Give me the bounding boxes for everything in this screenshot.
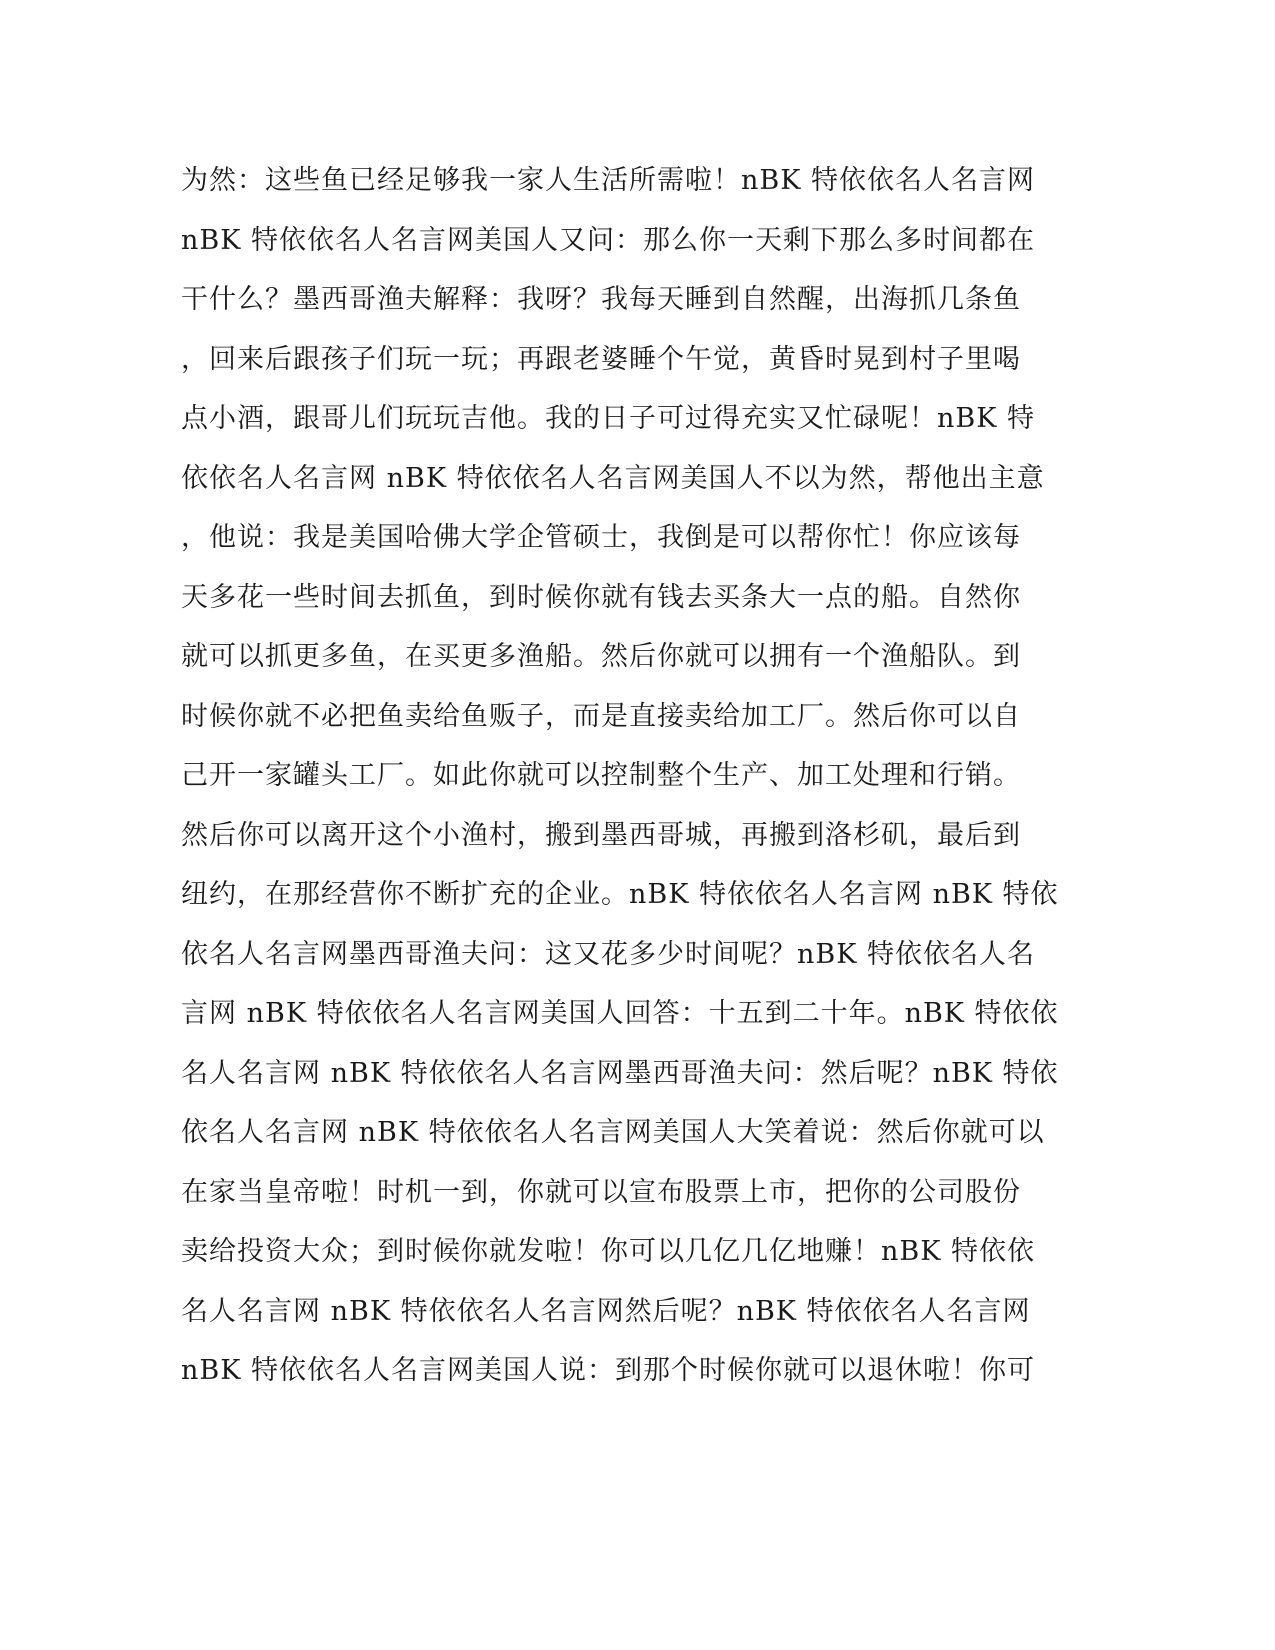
body-text xyxy=(181,161,1059,1411)
text-line: 依名人名言网 nBK 特依依名人名言网美国人大笑着说：然后你就可以 xyxy=(181,1117,1045,1148)
text-line: 言网 nBK 特依依名人名言网美国人回答：十五到二十年。nBK 特依依 xyxy=(181,998,1059,1029)
text-line: 为然：这些鱼已经足够我一家人生活所需啦！nBK 特依依名人名言网 xyxy=(181,165,1035,196)
text-line: nBK 特依依名人名言网美国人又问：那么你一天剩下那么多时间都在 xyxy=(181,224,1035,256)
text-line: 依名人名言网墨西哥渔夫问：这又花多少时间呢？nBK 特依依名人名 xyxy=(181,938,1035,970)
text-line: 依依名人名言网 nBK 特依依名人名言网美国人不以为然，帮他出主意 xyxy=(181,462,1045,494)
text-line: 己开一家罐头工厂。如此你就可以控制整个生产、加工处理和行销。 xyxy=(181,760,1021,791)
text-line: 干什么？墨西哥渔夫解释：我呀？我每天睡到自然醒，出海抓几条鱼 xyxy=(181,284,1021,315)
text-line: 点小酒，跟哥儿们玩玩吉他。我的日子可过得充实又忙碌呢！nBK 特 xyxy=(181,403,1035,434)
text-line: ，回来后跟孩子们玩一玩；再跟老婆睡个午觉，黄昏时晃到村子里喝 xyxy=(181,343,1021,375)
text-line: 名人名言网 nBK 特依依名人名言网墨西哥渔夫问：然后呢？nBK 特依 xyxy=(181,1057,1059,1089)
text-line: 就可以抓更多鱼，在买更多渔船。然后你就可以拥有一个渔船队。到 xyxy=(181,641,1021,672)
text-line: 在家当皇帝啦！时机一到，你就可以宣布股票上市，把你的公司股份 xyxy=(181,1176,1021,1208)
text-line: nBK 特依依名人名言网美国人说：到那个时候你就可以退休啦！你可 xyxy=(181,1355,1035,1386)
text-line: 纽约，在那经营你不断扩充的企业。nBK 特依依名人名言网 nBK 特依 xyxy=(181,879,1059,910)
text-line: ，他说：我是美国哈佛大学企管硕士，我倒是可以帮你忙！你应该每 xyxy=(181,522,1021,553)
text-line: 名人名言网 nBK 特依依名人名言网然后呢？nBK 特依依名人名言网 xyxy=(181,1295,1031,1327)
text-line: 然后你可以离开这个小渔村，搬到墨西哥城，再搬到洛杉矶，最后到 xyxy=(181,819,1021,851)
text-line: 时候你就不必把鱼卖给鱼贩子，而是直接卖给加工厂。然后你可以自 xyxy=(181,700,1021,732)
text-line: 天多花一些时间去抓鱼，到时候你就有钱去买条大一点的船。自然你 xyxy=(181,581,1021,613)
text-line: 卖给投资大众；到时候你就发啦！你可以几亿几亿地赚！nBK 特依依 xyxy=(181,1236,1035,1267)
